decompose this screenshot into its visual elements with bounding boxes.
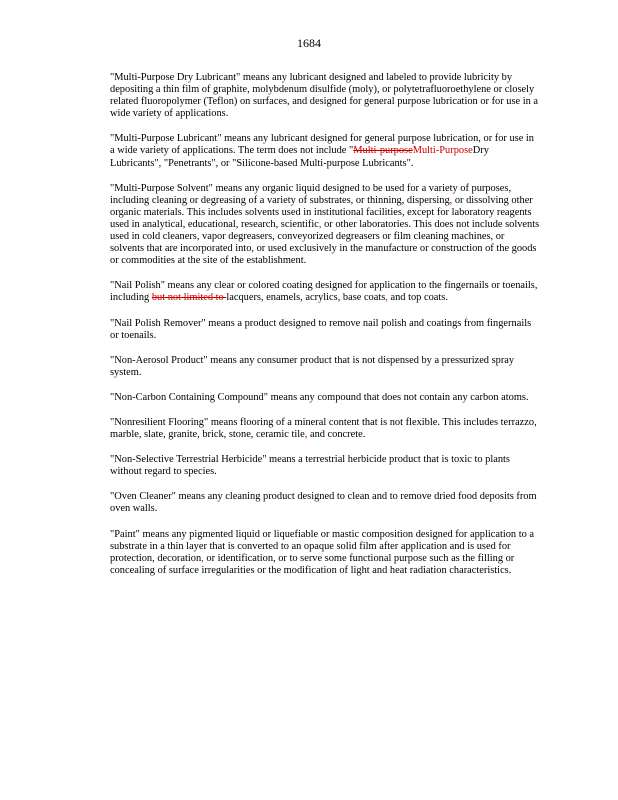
revision-mark: , bbox=[385, 292, 388, 304]
paragraph-text: "Multi-Purpose Dry Lubricant" means any lubricant designed and labeled to provide lubricity by depositing a thin film of graphite, molybdenum disulfide (moly), or polytetrafluoroethylene or closely related fluoropolymer (Teflon) on surfaces, and designed for general purpose lubrication or for use in a wide variety of applications. bbox=[110, 72, 539, 120]
page-number: 1684 bbox=[297, 36, 321, 50]
document-body bbox=[110, 72, 540, 590]
deleted-text: but not limited to bbox=[151, 292, 227, 304]
paragraph-text: "Nonresilient Flooring" means flooring of a mineral content that is not flexible. This includes terrazzo, marble, slate, granite, brick, stone, ceramic tile bbox=[110, 416, 537, 441]
paragraph-text: "Non-Carbon Containing Compound" means any compound that does not contain any carbon atoms. bbox=[110, 391, 529, 403]
definition-multi-purpose-lubricant bbox=[110, 133, 540, 169]
definition-non-selective-terrestrial-herbicide bbox=[110, 454, 540, 478]
revision-mark: , bbox=[449, 194, 453, 206]
paragraph-text: "Multi-Purpose Solvent" means any organic liquid designed to be used for a variety of purposes, including cleaning or degreasing of a variety of substrates, or thinning, dispersing bbox=[110, 182, 512, 206]
paragraph-text: "Nail Polish Remover" means a product designed to remove nail polish and coatings from fingernails or toenails. bbox=[110, 317, 532, 341]
paragraph-text: "Multi-Purpose Lubricant" means any lubricant designed for general purpose lubrication, or for use in a wide variety of applications. The term does not include " bbox=[110, 133, 534, 157]
paragraph-text: lacquers, enamels, acrylics, base coats bbox=[226, 292, 386, 304]
paragraph-text: or identification, or to serve some functional purpose such as the filling or concealing of surface irregularities or the modification of light and heat radiation characteristics. bbox=[110, 552, 515, 576]
definition-nonresilient-flooring bbox=[110, 417, 540, 441]
definition-oven-cleaner bbox=[110, 491, 540, 515]
definition-non-carbon-containing-compound bbox=[110, 392, 540, 404]
paragraph-text: "Non-Selective Terrestrial Herbicide" means a terrestrial herbicide product that is toxic to plants without regard to species. bbox=[110, 454, 510, 478]
definition-nail-polish-remover bbox=[110, 318, 540, 342]
deleted-text: Multi-purpose bbox=[353, 145, 413, 157]
definition-multi-purpose-solvent bbox=[110, 183, 540, 268]
definition-multi-purpose-dry-lubricant bbox=[110, 72, 540, 120]
paragraph-text: or other laboratories. This does not include solvents used in cold cleaners, vapor degreasers, conveyorized degreasers or film cleaning machines, or solvents that are incorporated into, or used exclusively in the manufacture or construction of the goods or commodities at the site of the establishment. bbox=[110, 218, 540, 267]
definition-paint bbox=[110, 529, 540, 577]
paragraph-text: and concrete. bbox=[307, 429, 366, 441]
paragraph-text: "Nail Polish" means any clear or colored coating designed for application to the fingernails or toenails, including bbox=[110, 280, 538, 304]
revision-mark: , bbox=[201, 552, 204, 564]
revision-mark: , bbox=[318, 218, 322, 230]
paragraph-text: and top coats. bbox=[387, 292, 448, 304]
definition-nail-polish bbox=[110, 280, 540, 304]
definition-non-aerosol-product bbox=[110, 355, 540, 379]
paragraph-text: "Non-Aerosol Product" means any consumer product that is not dispensed by a pressurized spray system. bbox=[110, 354, 515, 378]
revision-mark: , bbox=[304, 429, 308, 441]
paragraph-text: "Paint" means any pigmented liquid or liquefiable or mastic composition designed for application to a substrate in a thin layer that is converted to an opaque solid film after application and is used for protection, decoration bbox=[110, 528, 535, 564]
paragraph-text: "Oven Cleaner" means any cleaning product designed to clean and to remove dried food deposits from oven walls. bbox=[110, 491, 537, 515]
paragraph-text: Dry Lubricants", "Penetrants", or "Silicone-based Multi-purpose Lubricants". bbox=[110, 145, 489, 169]
paragraph-text: or dissolving other organic materials. This includes solvents used in institutional facilities, except for laboratory reagents used in analytical, educational, research, scientific bbox=[110, 194, 533, 230]
inserted-text: Multi-Purpose bbox=[412, 145, 473, 157]
